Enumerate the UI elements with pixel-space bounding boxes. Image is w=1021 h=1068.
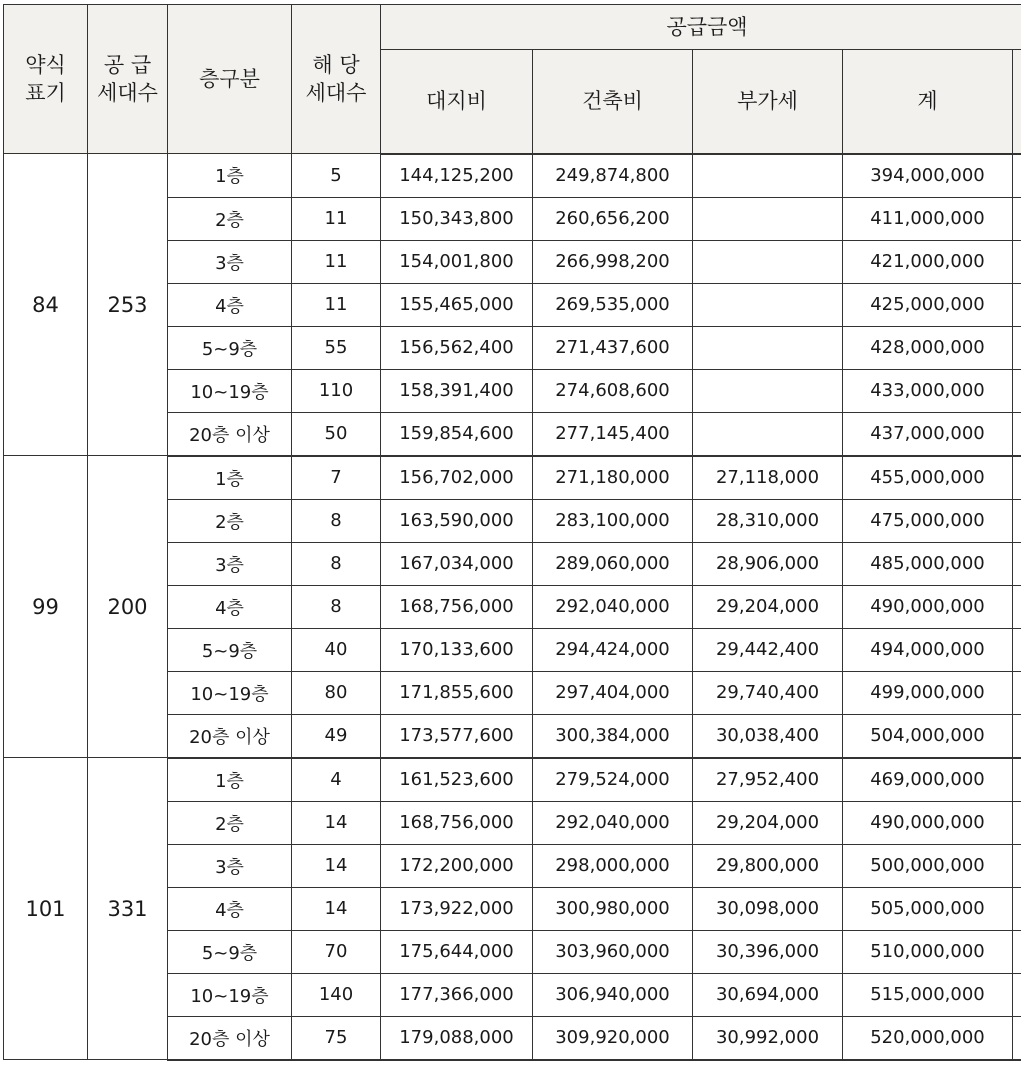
header-type-line1: 약식 <box>25 53 66 77</box>
vat-cell: 27,952,400 <box>693 758 843 802</box>
building-cost-cell: 277,145,400 <box>533 412 693 456</box>
land-cost-cell: 170,133,600 <box>381 628 533 671</box>
total-cell: 425,000,000 <box>843 283 1013 326</box>
building-cost-cell: 306,940,000 <box>533 973 693 1016</box>
total-cell: 520,000,000 <box>843 1016 1013 1060</box>
vat-cell <box>693 326 843 369</box>
vat-cell <box>693 197 843 240</box>
header-floor: 층구분 <box>168 5 292 154</box>
extra-cell <box>1013 154 1021 198</box>
total-cell: 504,000,000 <box>843 714 1013 758</box>
land-cost-cell: 167,034,000 <box>381 542 533 585</box>
building-cost-cell: 266,998,200 <box>533 240 693 283</box>
header-total: 계 <box>843 50 1013 154</box>
units-cell: 8 <box>292 542 381 585</box>
header-units <box>292 5 381 154</box>
land-cost-cell: 156,562,400 <box>381 326 533 369</box>
land-cost-cell: 163,590,000 <box>381 499 533 542</box>
building-cost-cell: 292,040,000 <box>533 801 693 844</box>
building-cost-cell: 274,608,600 <box>533 369 693 412</box>
floor-cell: 2층 <box>168 197 292 240</box>
floor-cell: 2층 <box>168 801 292 844</box>
extra-cell <box>1013 456 1021 500</box>
land-cost-cell: 158,391,400 <box>381 369 533 412</box>
vat-cell <box>693 283 843 326</box>
units-cell: 50 <box>292 412 381 456</box>
type-cell: 99 <box>4 456 88 758</box>
price-table-wrapper <box>3 4 1021 1061</box>
land-cost-cell: 155,465,000 <box>381 283 533 326</box>
vat-cell: 30,694,000 <box>693 973 843 1016</box>
land-cost-cell: 168,756,000 <box>381 585 533 628</box>
building-cost-cell: 300,384,000 <box>533 714 693 758</box>
units-cell: 55 <box>292 326 381 369</box>
table-row <box>4 456 1021 500</box>
extra-cell <box>1013 801 1021 844</box>
units-cell: 5 <box>292 154 381 198</box>
extra-cell <box>1013 671 1021 714</box>
table-row <box>4 154 1021 198</box>
floor-cell: 4층 <box>168 283 292 326</box>
extra-cell <box>1013 628 1021 671</box>
total-cell: 485,000,000 <box>843 542 1013 585</box>
floor-cell: 20층 이상 <box>168 412 292 456</box>
total-cell: 510,000,000 <box>843 930 1013 973</box>
type-cell: 84 <box>4 154 88 456</box>
vat-cell: 27,118,000 <box>693 456 843 500</box>
total-cell: 421,000,000 <box>843 240 1013 283</box>
building-cost-cell: 298,000,000 <box>533 844 693 887</box>
extra-cell <box>1013 714 1021 758</box>
vat-cell: 30,992,000 <box>693 1016 843 1060</box>
total-cell: 411,000,000 <box>843 197 1013 240</box>
land-cost-cell: 154,001,800 <box>381 240 533 283</box>
land-cost-cell: 171,855,600 <box>381 671 533 714</box>
units-cell: 11 <box>292 240 381 283</box>
vat-cell: 29,800,000 <box>693 844 843 887</box>
extra-cell <box>1013 283 1021 326</box>
vat-cell: 29,740,400 <box>693 671 843 714</box>
units-cell: 110 <box>292 369 381 412</box>
units-cell: 14 <box>292 844 381 887</box>
total-cell: 455,000,000 <box>843 456 1013 500</box>
building-cost-cell: 283,100,000 <box>533 499 693 542</box>
header-supply-units <box>88 5 168 154</box>
vat-cell: 30,098,000 <box>693 887 843 930</box>
total-cell: 490,000,000 <box>843 801 1013 844</box>
land-cost-cell: 173,922,000 <box>381 887 533 930</box>
header-extra <box>1013 50 1021 154</box>
vat-cell: 30,038,400 <box>693 714 843 758</box>
land-cost-cell: 159,854,600 <box>381 412 533 456</box>
floor-cell: 4층 <box>168 585 292 628</box>
header-units-line1: 해 당 <box>312 53 360 77</box>
building-cost-cell: 289,060,000 <box>533 542 693 585</box>
units-cell: 14 <box>292 887 381 930</box>
vat-cell: 29,204,000 <box>693 585 843 628</box>
floor-cell: 10~19층 <box>168 973 292 1016</box>
units-cell: 140 <box>292 973 381 1016</box>
extra-cell <box>1013 973 1021 1016</box>
units-cell: 75 <box>292 1016 381 1060</box>
land-cost-cell: 144,125,200 <box>381 154 533 198</box>
table-body <box>4 154 1021 1060</box>
supply-units-cell: 200 <box>88 456 168 758</box>
extra-cell <box>1013 499 1021 542</box>
header-vat: 부가세 <box>693 50 843 154</box>
vat-cell: 29,204,000 <box>693 801 843 844</box>
building-cost-cell: 309,920,000 <box>533 1016 693 1060</box>
vat-cell: 28,310,000 <box>693 499 843 542</box>
total-cell: 475,000,000 <box>843 499 1013 542</box>
vat-cell: 28,906,000 <box>693 542 843 585</box>
extra-cell <box>1013 844 1021 887</box>
supply-price-table <box>3 4 1021 1061</box>
land-cost-cell: 150,343,800 <box>381 197 533 240</box>
extra-cell <box>1013 412 1021 456</box>
total-cell: 499,000,000 <box>843 671 1013 714</box>
floor-cell: 10~19층 <box>168 671 292 714</box>
total-cell: 469,000,000 <box>843 758 1013 802</box>
floor-cell: 5~9층 <box>168 628 292 671</box>
floor-cell: 5~9층 <box>168 930 292 973</box>
building-cost-cell: 292,040,000 <box>533 585 693 628</box>
floor-cell: 1층 <box>168 154 292 198</box>
floor-cell: 3층 <box>168 844 292 887</box>
units-cell: 8 <box>292 585 381 628</box>
units-cell: 8 <box>292 499 381 542</box>
units-cell: 40 <box>292 628 381 671</box>
units-cell: 70 <box>292 930 381 973</box>
header-type-line2: 표기 <box>25 81 66 105</box>
floor-cell: 5~9층 <box>168 326 292 369</box>
total-cell: 500,000,000 <box>843 844 1013 887</box>
land-cost-cell: 177,366,000 <box>381 973 533 1016</box>
floor-cell: 4층 <box>168 887 292 930</box>
building-cost-cell: 294,424,000 <box>533 628 693 671</box>
total-cell: 428,000,000 <box>843 326 1013 369</box>
supply-units-cell: 253 <box>88 154 168 456</box>
land-cost-cell: 156,702,000 <box>381 456 533 500</box>
total-cell: 433,000,000 <box>843 369 1013 412</box>
building-cost-cell: 300,980,000 <box>533 887 693 930</box>
units-cell: 14 <box>292 801 381 844</box>
floor-cell: 3층 <box>168 542 292 585</box>
extra-cell <box>1013 585 1021 628</box>
land-cost-cell: 168,756,000 <box>381 801 533 844</box>
header-type <box>4 5 88 154</box>
units-cell: 7 <box>292 456 381 500</box>
building-cost-cell: 271,180,000 <box>533 456 693 500</box>
total-cell: 505,000,000 <box>843 887 1013 930</box>
extra-cell <box>1013 240 1021 283</box>
units-cell: 49 <box>292 714 381 758</box>
total-cell: 394,000,000 <box>843 154 1013 198</box>
units-cell: 11 <box>292 197 381 240</box>
extra-cell <box>1013 758 1021 802</box>
floor-cell: 3층 <box>168 240 292 283</box>
extra-cell <box>1013 1016 1021 1060</box>
land-cost-cell: 161,523,600 <box>381 758 533 802</box>
land-cost-cell: 173,577,600 <box>381 714 533 758</box>
header-building: 건축비 <box>533 50 693 154</box>
units-cell: 80 <box>292 671 381 714</box>
supply-units-cell: 331 <box>88 758 168 1060</box>
building-cost-cell: 279,524,000 <box>533 758 693 802</box>
units-cell: 4 <box>292 758 381 802</box>
header-land: 대지비 <box>381 50 533 154</box>
extra-cell <box>1013 326 1021 369</box>
extra-cell <box>1013 887 1021 930</box>
extra-cell <box>1013 369 1021 412</box>
land-cost-cell: 172,200,000 <box>381 844 533 887</box>
extra-cell <box>1013 197 1021 240</box>
header-units-line2: 세대수 <box>305 81 367 105</box>
vat-cell <box>693 154 843 198</box>
building-cost-cell: 297,404,000 <box>533 671 693 714</box>
vat-cell: 29,442,400 <box>693 628 843 671</box>
building-cost-cell: 269,535,000 <box>533 283 693 326</box>
total-cell: 494,000,000 <box>843 628 1013 671</box>
floor-cell: 20층 이상 <box>168 1016 292 1060</box>
total-cell: 437,000,000 <box>843 412 1013 456</box>
land-cost-cell: 179,088,000 <box>381 1016 533 1060</box>
extra-cell <box>1013 930 1021 973</box>
building-cost-cell: 249,874,800 <box>533 154 693 198</box>
building-cost-cell: 271,437,600 <box>533 326 693 369</box>
floor-cell: 20층 이상 <box>168 714 292 758</box>
extra-cell <box>1013 542 1021 585</box>
vat-cell <box>693 369 843 412</box>
units-cell: 11 <box>292 283 381 326</box>
land-cost-cell: 175,644,000 <box>381 930 533 973</box>
building-cost-cell: 260,656,200 <box>533 197 693 240</box>
type-cell: 101 <box>4 758 88 1060</box>
table-row <box>4 758 1021 802</box>
header-supply-units-line1: 공 급 <box>103 53 152 77</box>
vat-cell: 30,396,000 <box>693 930 843 973</box>
floor-cell: 1층 <box>168 456 292 500</box>
header-supply-units-line2: 세대수 <box>97 81 158 105</box>
vat-cell <box>693 412 843 456</box>
floor-cell: 2층 <box>168 499 292 542</box>
header-price-group: 공급금액 <box>381 5 1021 50</box>
table-header <box>4 5 1021 154</box>
floor-cell: 1층 <box>168 758 292 802</box>
total-cell: 490,000,000 <box>843 585 1013 628</box>
floor-cell: 10~19층 <box>168 369 292 412</box>
total-cell: 515,000,000 <box>843 973 1013 1016</box>
building-cost-cell: 303,960,000 <box>533 930 693 973</box>
vat-cell <box>693 240 843 283</box>
